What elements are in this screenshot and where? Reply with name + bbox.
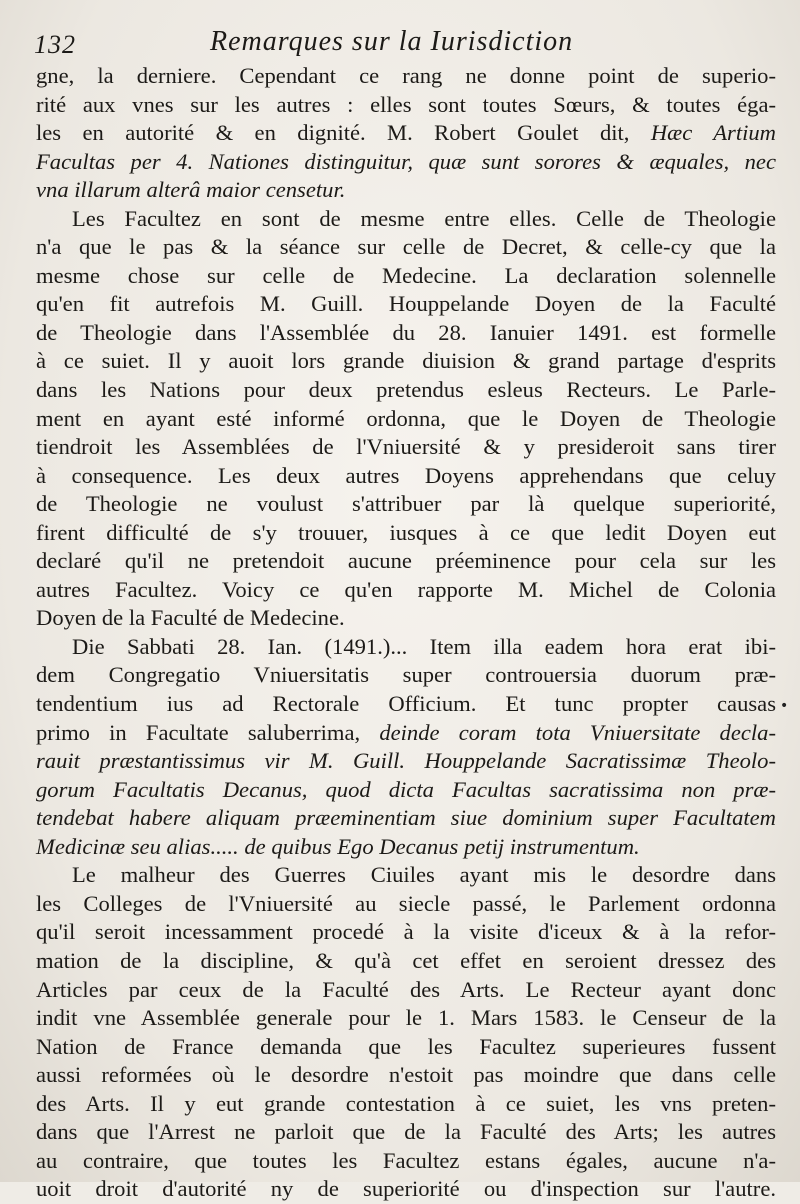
roman-text: mesme chose sur celle de Medecine. La declaration solennelle <box>36 262 776 288</box>
text-line <box>36 347 776 376</box>
roman-text: firent difficulté de s'y trouuer, iusques à ce que ledit Doyen eut <box>36 519 776 545</box>
roman-text: les Colleges de l'Vniuersité au siecle passé, le Parlement ordonna <box>36 890 776 916</box>
roman-text: autres Facultez. Voicy ce qu'en rapporte M. Michel de Colonia <box>36 576 776 602</box>
text-line <box>36 890 776 919</box>
text-line <box>36 547 776 576</box>
italic-text: gorum Facultatis Decanus, quod dicta Facultas sacratissima non præ- <box>36 776 776 802</box>
roman-text: indit vne Assemblée generale pour le 1. Mars 1583. le Censeur de la <box>36 1005 776 1031</box>
roman-text: Le malheur des Guerres Ciuiles ayant mis le desordre dans <box>72 862 776 888</box>
roman-text: qu'il seroit incessamment procedé à la visite d'iceux & à la refor- <box>36 919 776 945</box>
text-line <box>36 918 776 947</box>
text-line <box>36 976 776 1005</box>
roman-text: uoit droit d'autorité ny de superiorité ou d'inspection sur l'autre. <box>36 1176 776 1202</box>
italic-text: Hæc Artium <box>650 120 777 146</box>
italic-text: tendebat habere aliquam præeminentiam siue dominium super Facultatem <box>36 805 776 831</box>
roman-text: Les Facultez en sont de mesme entre elles. Celle de Theologie <box>72 205 776 231</box>
roman-text: Articles par ceux de la Faculté des Arts. Le Recteur ayant donc <box>36 976 776 1002</box>
roman-text: aussi reformées où le desordre n'estoit pas moindre que dans celle <box>36 1062 776 1088</box>
text-line <box>36 290 776 319</box>
roman-text: Doyen de la Faculté de Medecine. <box>36 605 345 631</box>
roman-text: Nation de France demanda que les Facultez superieures fussent <box>36 1033 776 1059</box>
text-line <box>36 804 776 833</box>
text-line <box>36 91 776 120</box>
roman-text: rité aux vnes sur les autres : elles sont toutes Sœurs, & toutes éga- <box>36 91 776 117</box>
text-line <box>36 433 776 462</box>
roman-text: declaré qu'il ne pretendoit aucune préeminence pour cela sur les <box>36 548 776 574</box>
roman-text: à consequence. Les deux autres Doyens apprehendans que celuy <box>36 462 776 488</box>
italic-text: vna illarum alterâ maior censetur. <box>36 177 346 203</box>
text-line <box>36 490 776 519</box>
roman-text: de Theologie dans l'Assemblée du 28. Ianuier 1491. est formelle <box>36 319 776 345</box>
roman-text: à ce suiet. Il y auoit lors grande diuision & grand partage d'esprits <box>36 348 776 374</box>
text-line <box>36 1004 776 1033</box>
roman-text: primo in Facultate saluberrima, <box>36 719 380 745</box>
text-line <box>36 776 776 805</box>
text-line <box>36 62 776 91</box>
roman-text: dans que l'Arrest ne parloit que de la Faculté des Arts; les autres <box>36 1119 776 1145</box>
text-line <box>36 1061 776 1090</box>
text-line <box>36 1147 776 1176</box>
roman-text: des Arts. Il y eut grande contestation à ce suiet, les vns preten- <box>36 1090 776 1116</box>
roman-text: qu'en fit autrefois M. Guill. Houppelande Doyen de la Faculté <box>36 291 776 317</box>
text-line <box>36 176 776 205</box>
text-line <box>36 148 776 177</box>
text-line <box>36 861 776 890</box>
italic-text: Facultas per 4. Nationes distinguitur, quæ sunt sorores & æquales, nec <box>36 148 776 174</box>
roman-text: gne, la derniere. Cependant ce rang ne donne point de superio- <box>36 63 776 88</box>
paragraph <box>36 205 776 633</box>
roman-text: tendentium ius ad Rectorale Officium. Et tunc propter causas <box>36 691 776 717</box>
text-line <box>36 1090 776 1119</box>
text-line <box>36 519 776 548</box>
roman-text: dans les Nations pour deux pretendus esleus Recteurs. Le Parle- <box>36 377 776 403</box>
text-line <box>36 833 776 862</box>
paragraph <box>36 861 776 1204</box>
italic-text: rauit præstantissimus vir M. Guill. Houppelande Sacratissimæ Theolo- <box>36 748 776 774</box>
running-title: Remarques sur la Iurisdiction <box>210 26 574 57</box>
paragraph <box>36 633 776 861</box>
roman-text: les en autorité & en dignité. M. Robert Goulet dit, <box>36 120 651 146</box>
text-line <box>36 233 776 262</box>
margin-mark: • <box>780 698 789 714</box>
text-line <box>36 576 776 605</box>
roman-text: Die Sabbati 28. Ian. (1491.)... Item illa eadem hora erat ibi- <box>72 633 776 659</box>
text-line <box>36 119 776 148</box>
text-line <box>36 1033 776 1062</box>
page-header <box>30 24 770 64</box>
text-line <box>36 205 776 234</box>
text-line <box>36 604 776 633</box>
text-line <box>36 690 776 719</box>
text-line <box>36 719 776 748</box>
text-line <box>36 405 776 434</box>
roman-text: ment en ayant esté informé ordonna, que le Doyen de Theologie <box>36 405 776 431</box>
roman-text: au contraire, que toutes les Facultez estans égales, aucune n'a- <box>36 1147 776 1173</box>
roman-text: dem Congregatio Vniuersitatis super controuersia duorum præ- <box>36 662 776 688</box>
text-line <box>36 376 776 405</box>
text-line <box>36 633 776 662</box>
text-line <box>36 1175 776 1204</box>
roman-text: tiendroit les Assemblées de l'Vniuersité & y presideroit sans tirer <box>36 434 776 460</box>
text-line <box>36 947 776 976</box>
text-line <box>36 262 776 291</box>
text-line <box>36 747 776 776</box>
paragraph <box>36 62 776 205</box>
text-line <box>36 661 776 690</box>
page-body <box>36 62 776 1204</box>
text-line <box>36 319 776 348</box>
text-line <box>36 462 776 491</box>
roman-text: de Theologie ne voulust s'attribuer par là quelque superiorité, <box>36 491 776 517</box>
roman-text: n'a que le pas & la séance sur celle de Decret, & celle-cy que la <box>36 234 776 260</box>
roman-text: mation de la discipline, & qu'à cet effet en seroient dressez des <box>36 947 776 973</box>
italic-text: Medicinæ seu alias..... de quibus Ego Decanus petij instrumentum. <box>36 833 640 859</box>
italic-text: deinde coram tota Vniuersitate decla- <box>379 719 776 745</box>
text-line <box>36 1118 776 1147</box>
page-number: 132 <box>34 30 76 59</box>
